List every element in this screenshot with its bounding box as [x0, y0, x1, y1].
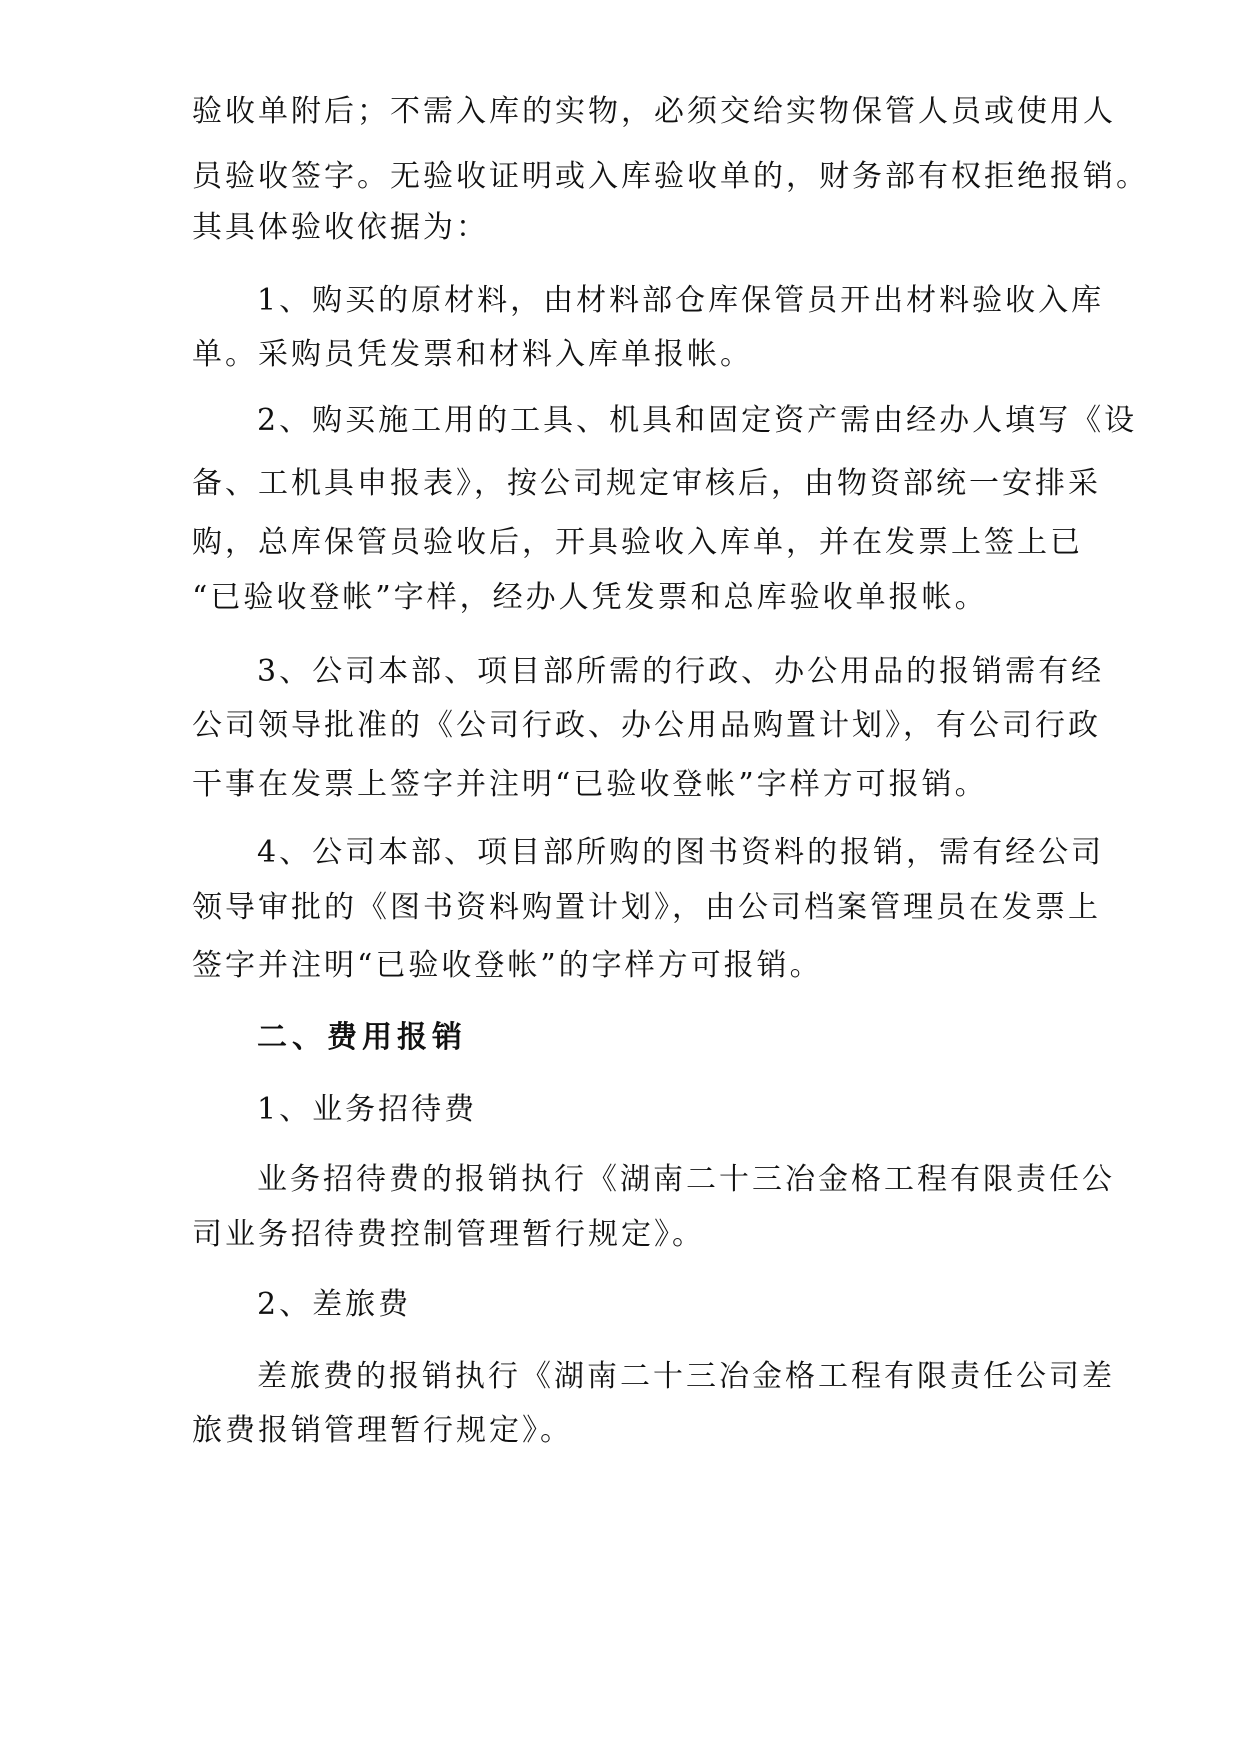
- intro-line-3: 其具体验收依据为：: [192, 210, 489, 245]
- item2-line-3: 购，总库保管员验收后，开具验收入库单，并在发票上签上已: [192, 525, 1083, 560]
- item3-line-3: 干事在发票上签字并注明“已验收登帐”字样方可报销。: [192, 767, 988, 802]
- subsection1-body-line-1: 业务招待费的报销执行《湖南二十三冶金格工程有限责任公: [257, 1162, 1115, 1197]
- item4-line-3: 签字并注明“已验收登帐”的字样方可报销。: [192, 948, 823, 983]
- item2-line-1: 2、购买施工用的工具、机具和固定资产需由经办人填写《设: [257, 403, 1138, 438]
- item4-line-2: 领导审批的《图书资料购置计划》，由公司档案管理员在发票上: [192, 890, 1101, 925]
- item1-line-2: 单。采购员凭发票和材料入库单报帐。: [192, 337, 753, 372]
- item1-line-1: 1、购买的原材料，由材料部仓库保管员开出材料验收入库: [257, 283, 1105, 318]
- item3-line-1: 3、公司本部、项目部所需的行政、办公用品的报销需有经: [257, 654, 1105, 689]
- section-heading: 二、费用报销: [257, 1020, 467, 1055]
- intro-line-1: 验收单附后；不需入库的实物，必须交给实物保管人员或使用人: [192, 94, 1116, 129]
- subsection2-body-line-1: 差旅费的报销执行《湖南二十三冶金格工程有限责任公司差: [257, 1359, 1115, 1394]
- subsection1-title: 1、业务招待费: [257, 1092, 478, 1127]
- item4-line-1: 4、公司本部、项目部所购的图书资料的报销，需有经公司: [257, 835, 1105, 870]
- subsection2-body-line-2: 旅费报销管理暂行规定》。: [192, 1413, 573, 1448]
- item2-line-2: 备、工机具申报表》，按公司规定审核后，由物资部统一安排采: [192, 466, 1101, 501]
- subsection1-body-line-2: 司业务招待费控制管理暂行规定》。: [192, 1217, 705, 1252]
- item3-line-2: 公司领导批准的《公司行政、办公用品购置计划》，有公司行政: [192, 708, 1101, 743]
- intro-line-2: 员验收签字。无验收证明或入库验收单的，财务部有权拒绝报销。: [192, 159, 1149, 194]
- subsection2-title: 2、差旅费: [257, 1287, 412, 1322]
- item2-line-4: “已验收登帐”字样，经办人凭发票和总库验收单报帐。: [192, 580, 988, 615]
